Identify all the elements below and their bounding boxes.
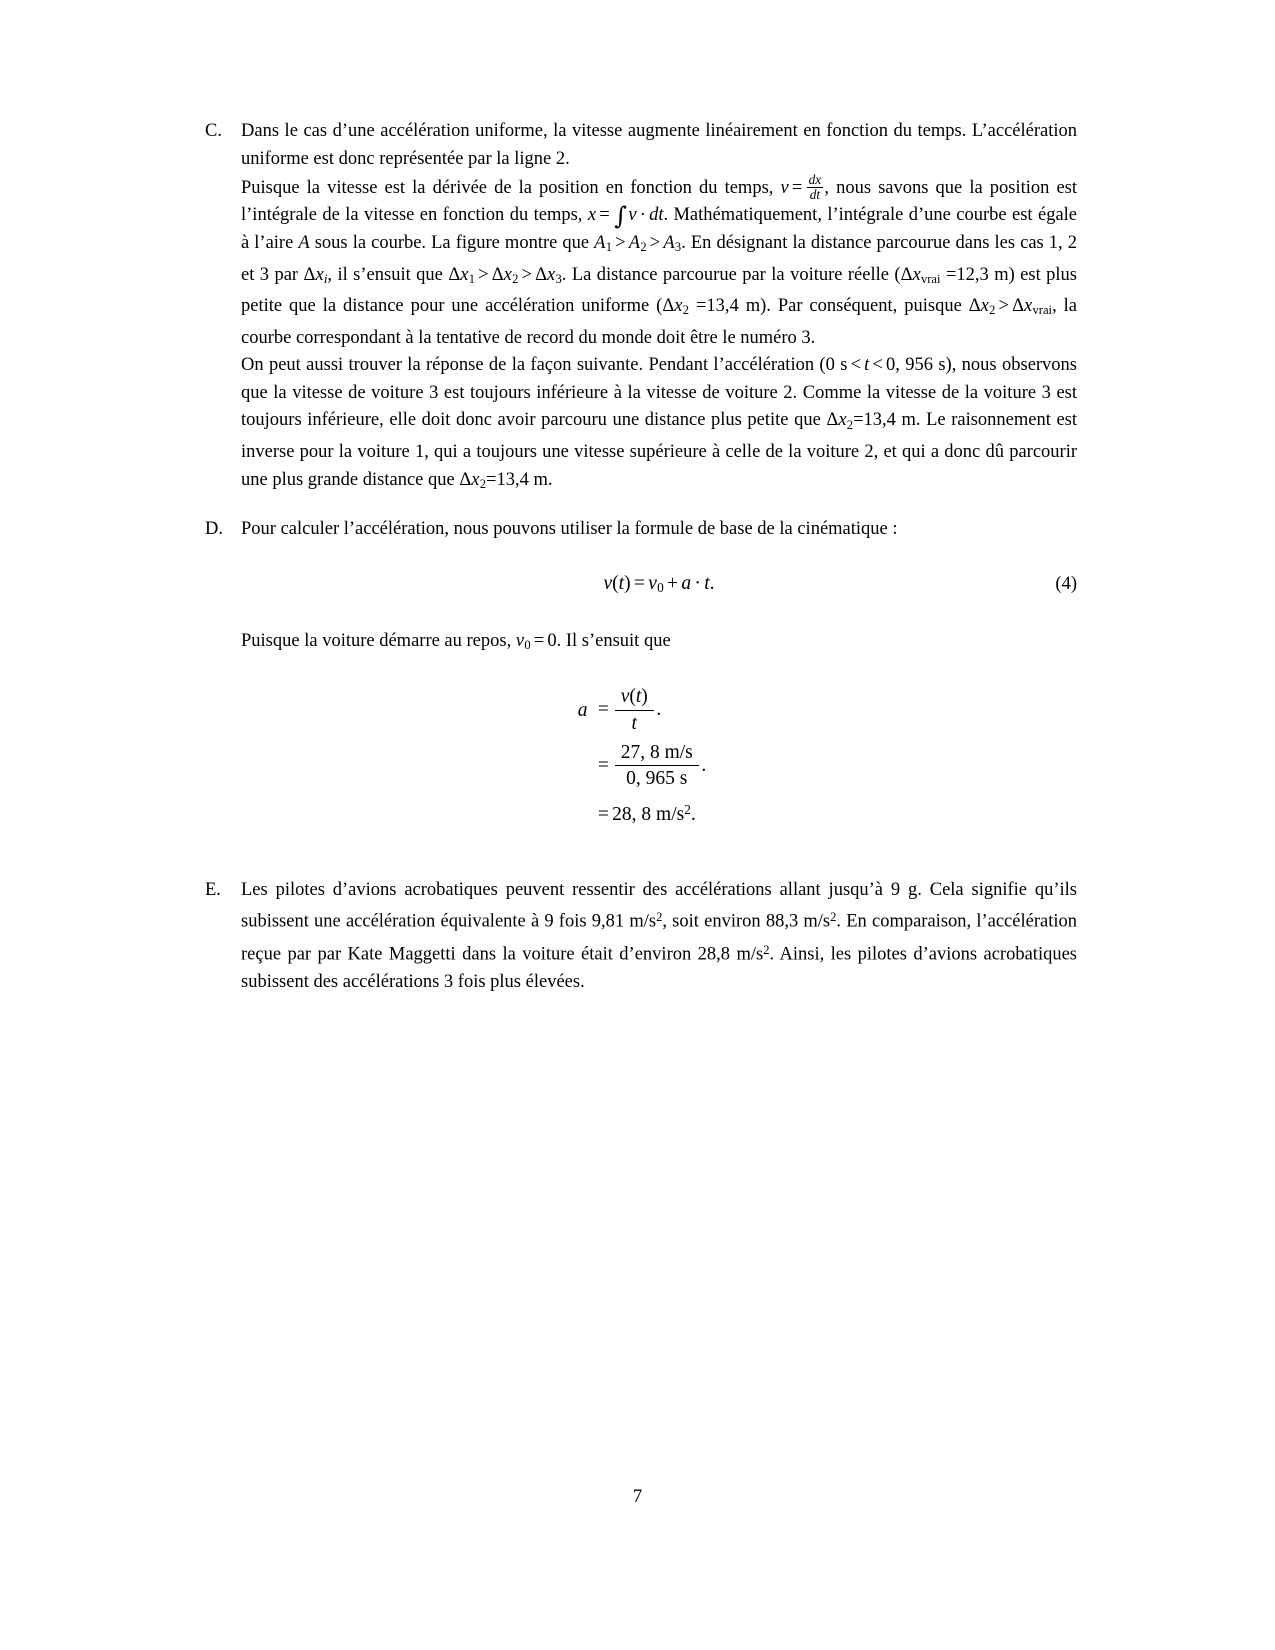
superscript-squared-1: 2: [656, 910, 663, 925]
math-delta-x-2-a: $\Delta x_2$: [662, 296, 689, 318]
paragraph-e1-text-a: Les pilotes d’avions acrobatiques peuvent ressentir des accélérations allant jusqu’à 9 g. Cela signifie qu’ils subissent une accélération équivalente à 9 fois 9,81 m/s: [241, 879, 1077, 933]
derivation-line-1-lhs: a: [577, 699, 588, 721]
paragraph-d2-text-a: Puisque la voiture démarre au repos,: [241, 630, 512, 651]
paragraph-c2-text-i: =13,4 m). Par conséquent, puisque: [695, 296, 962, 317]
derivation-line-1-rhs: = $\frac{v(t)}{t}$ .: [597, 685, 662, 734]
derivation-line-2-numerator: 27, 8 m/s: [620, 741, 693, 763]
paragraph-d1: [241, 516, 1077, 544]
math-v-equals-dxdt: v = $\frac{dx}{dt}$: [780, 172, 822, 202]
math-delta-x-2-b: $\Delta x_2$: [826, 410, 854, 432]
math-area-inequality: $A_1 > A_2 > A_3$: [594, 232, 682, 255]
paragraph-c2-text-a: Puisque la vitesse est la dérivée de la position en fonction du temps,: [241, 177, 774, 198]
paragraph-c3-text-d: =13,4 m.: [486, 469, 553, 490]
paragraph-d1-text: Pour calculer l’accélération, nous pouvons utiliser la formule de base de la cinématique :: [241, 519, 898, 540]
paragraph-c2-text-f: , il s’ensuit que: [327, 264, 443, 285]
item-label-d: D.: [205, 519, 223, 540]
math-x-equals-integral-v-dt: x = ∫v · dt: [587, 201, 664, 231]
math-delta-x-i: $\Delta x_i$: [303, 264, 328, 286]
page-content: [205, 118, 1077, 1014]
page-number: 7: [632, 1487, 643, 1507]
item-label-e: E.: [205, 879, 221, 900]
list-item-c: [205, 118, 1077, 498]
derivation-line-2-rhs: = $\frac{27, 8 m/s}{0, 965 s}$ .: [597, 741, 707, 790]
math-time-range: 0 s < t < 0, 956 s: [825, 355, 946, 376]
paragraph-c2-text-j: , la courbe correspondant à la tentative de record du monde doit être le numéro 3.: [241, 296, 1077, 348]
derivation-line-1-numerator: v(t): [620, 685, 648, 707]
math-area-A: A: [298, 232, 310, 253]
superscript-squared-2: 2: [830, 910, 837, 925]
item-body-c: [241, 118, 1077, 498]
paragraph-e1-text-b: , soit environ 88,3 m/s: [662, 912, 831, 933]
derivation-line-3-value: 28, 8 m/s: [612, 804, 685, 826]
list-item-d: [205, 516, 1077, 859]
paragraph-c3-text-b: ), nous observons que la vitesse de voiture 3 est toujours inférieure à la vitesse de voiture 2. Comme la vitesse de la voiture 3 est toujours inférieure, elle doit donc avoir parcouru une distance plus petite que: [241, 355, 1078, 431]
paragraph-e1: [241, 877, 1077, 996]
paragraph-c2-text-h: =12,3 m) est plus petite que la distance pour une accélération uniforme (: [241, 264, 1078, 317]
paragraph-c2: [241, 173, 1077, 352]
derivation-block: [241, 685, 1077, 829]
math-delta-x-inequality: $\Delta x_1 > \Delta x_2 > \Delta x_3$: [448, 264, 562, 286]
derivation-grid: [578, 685, 706, 829]
derivation-line-2-denominator: 0, 965 s: [615, 765, 699, 791]
paragraph-c3-text-a: On peut aussi trouver la réponse de la façon suivante. Pendant l’accélération (: [241, 355, 826, 376]
math-delta-x-2-c: $\Delta x_2$: [459, 469, 487, 491]
list-item-e: [205, 877, 1077, 996]
paragraph-c2-text-g: . La distance parcourue par la voiture réelle (: [561, 264, 901, 285]
paragraph-e1-text-c: . En comparaison, l’accélération reçue par par Kate Maggetti dans la voiture était d’environ 28,8 m/s: [241, 912, 1077, 965]
derivation-line-3-exponent: 2: [684, 802, 691, 818]
math-delta-x2-gt-delta-xvrai: $\Delta x_2 > \Delta x_{vrai}$: [968, 296, 1053, 318]
equation-4-body: [241, 570, 1077, 602]
derivation-line-1-denominator: t: [615, 710, 654, 736]
paragraph-c3: [241, 352, 1077, 498]
paragraph-c1: [241, 118, 1077, 173]
paragraph-c2-text-b: , nous savons que la position est l’intégrale de la vitesse en fonction du temps,: [241, 177, 1077, 226]
paragraph-c2-text-d: sous la courbe. La figure montre que: [314, 232, 590, 253]
item-body-d: [241, 516, 1077, 859]
paragraph-e1-text-d: . Ainsi, les pilotes d’avions acrobatiques subissent des accélérations 3 fois plus élevées.: [241, 944, 1077, 992]
derivation-line-3-rhs: = 28, 8 $m/s^2$.: [597, 802, 696, 826]
paragraph-c2-text-c: . Mathématiquement, l’intégrale d’une courbe est égale à l’aire: [241, 205, 1078, 253]
equation-4-number: (4): [1055, 573, 1077, 594]
paragraph-c1-text: Dans le cas d’une accélération uniforme, la vitesse augmente linéairement en fonction du temps. L’accélération uniforme est donc représentée par la ligne 2.: [241, 121, 1077, 169]
display-equation-4: [241, 570, 1077, 604]
paragraph-c3-text-c: =13,4 m. Le raisonnement est inverse pour la voiture 1, qui a toujours une vitesse supérieure à celle de la voiture 2, et qui a donc dû parcourir une plus grande distance que: [241, 410, 1078, 490]
paragraph-d2-text-b: . Il s’ensuit que: [556, 630, 671, 651]
paragraph-d2: [241, 628, 1077, 660]
math-v0-equals-zero: $v_0 = 0$: [515, 630, 557, 652]
paragraph-c2-text-e: . En désignant la distance parcourue dans les cas 1, 2 et 3 par: [241, 232, 1077, 285]
equation-4-expression: $v(t) = v_0 + a \cdot t$.: [603, 572, 715, 595]
item-body-e: [241, 877, 1077, 996]
item-label-c: C.: [205, 121, 222, 141]
math-delta-x-vrai-1: $\Delta x_{vrai}$: [900, 264, 941, 286]
superscript-squared-3: 2: [763, 942, 770, 957]
